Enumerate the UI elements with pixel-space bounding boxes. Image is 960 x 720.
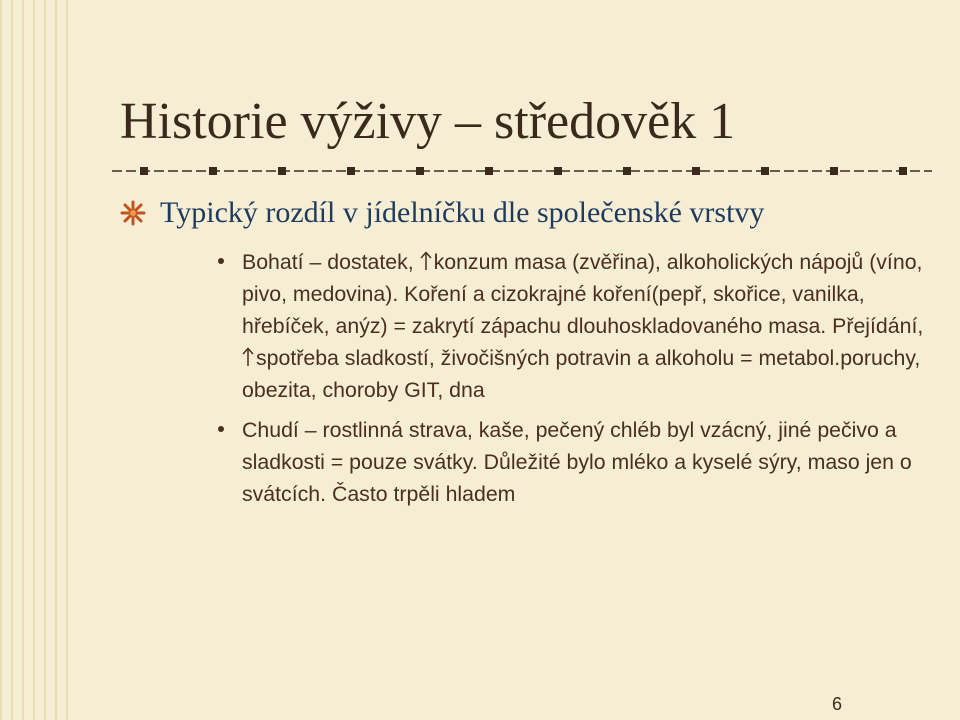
divider-square — [140, 167, 148, 175]
page-number: 6 — [831, 694, 842, 714]
rich-text-1: Bohatí – dostatek, — [242, 250, 420, 274]
slide-title: Historie výživy – středověk 1 — [120, 93, 736, 150]
dotted-divider — [112, 164, 932, 178]
bullet-list — [214, 246, 934, 518]
rich-text-2: konzum masa (zvěřina), alkoholických nápojů (víno, pivo, medovina). Koření a cizokrajné koření(pepř, skořice, vanilka, hřebíček, anýz) = zakrytí zápachu dlouhoskladovaného masa. Přejídání, — [242, 250, 924, 338]
divider-square — [347, 167, 355, 175]
rich-text-3: spotřeba sladkostí, živočišných potravin a alkoholu = metabol.poruchy, obezita, choroby GIT, dna — [242, 346, 921, 402]
divider-square — [485, 167, 493, 175]
decorative-stripes — [0, 0, 72, 720]
divider-square — [209, 167, 217, 175]
subheading — [120, 196, 764, 230]
divider-square — [554, 167, 562, 175]
divider-square — [899, 167, 907, 175]
up-arrow-icon — [420, 251, 432, 271]
subheading-text: Typický rozdíl v jídelníčku dle společenské vrstvy — [160, 196, 765, 229]
bullet-dot — [218, 426, 224, 432]
divider-square — [830, 167, 838, 175]
bullet-rich — [214, 246, 934, 406]
divider-square — [692, 167, 700, 175]
up-arrow-icon — [242, 347, 254, 367]
divider-square — [761, 167, 769, 175]
bullet-poor — [214, 414, 934, 510]
starburst-icon — [120, 200, 146, 226]
divider-square — [278, 167, 286, 175]
bullet-dot — [218, 258, 224, 264]
divider-square — [623, 167, 631, 175]
poor-text: Chudí – rostlinná strava, kaše, pečený chléb byl vzácný, jiné pečivo a sladkosti = pouze svátky. Důležité bylo mléko a kyselé sýry, maso jen o svátcích. Často trpěli hladem — [242, 418, 912, 506]
divider-square — [416, 167, 424, 175]
